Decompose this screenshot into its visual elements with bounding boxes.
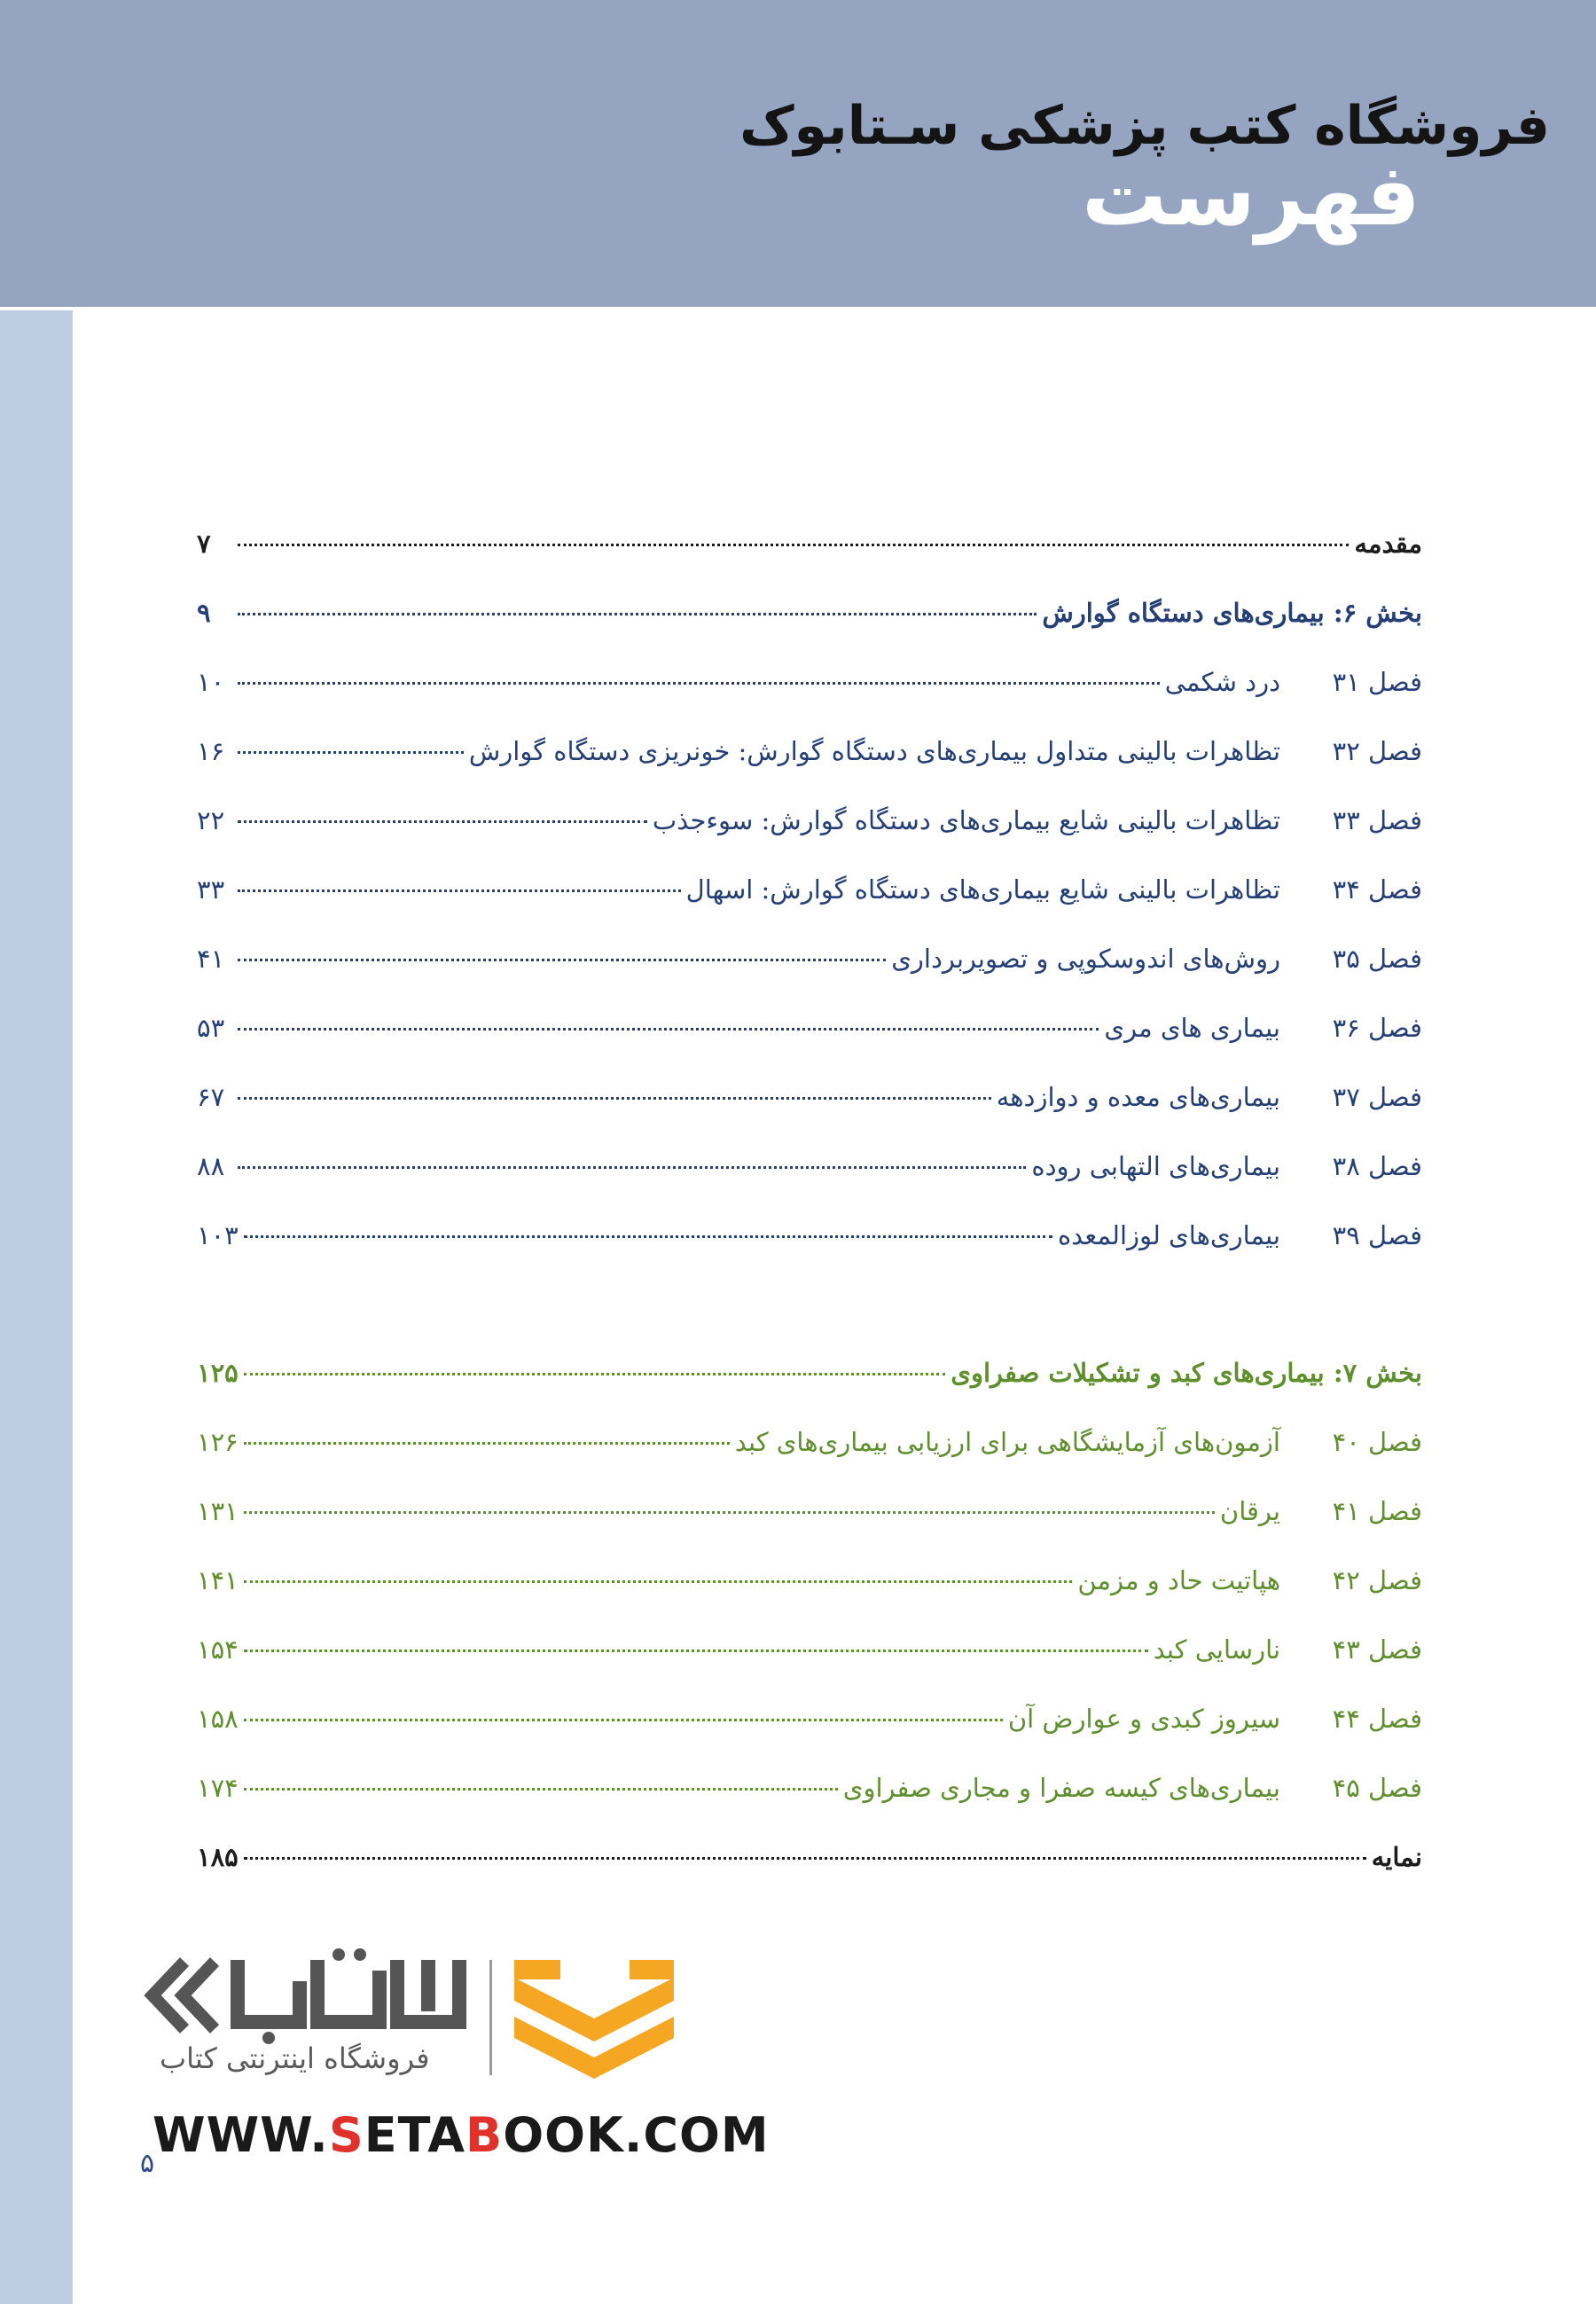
dot-leader — [238, 959, 886, 961]
toc-row-chapter-43[interactable] — [197, 1627, 1422, 1672]
chapter-title: درد شکمی — [1164, 667, 1280, 697]
toc-row-chapter-44[interactable] — [197, 1697, 1422, 1741]
toc-page-number: ۱۸۵ — [197, 1842, 239, 1872]
dot-leader — [244, 1857, 1366, 1860]
toc-page-number: ۸۸ — [197, 1151, 225, 1181]
toc-page-number: ۱۷۴ — [197, 1773, 239, 1803]
toc-page-number: ۷ — [197, 529, 211, 559]
toc-row-chapter-42[interactable] — [197, 1558, 1422, 1603]
toc-page-number: ۱۳۱ — [197, 1496, 239, 1526]
toc-page-number: ۱۵۸ — [197, 1704, 239, 1734]
chapter-label: فصل ۴۴ — [1332, 1704, 1422, 1734]
page-number: ۵ — [140, 2148, 155, 2179]
dot-leader — [238, 544, 1349, 546]
dot-leader — [244, 1650, 1148, 1652]
dot-leader — [244, 1719, 1003, 1721]
chapter-title: بیماری‌های لوزالمعده — [1057, 1220, 1280, 1250]
chapter-title: نارسایی کبد — [1153, 1634, 1280, 1665]
setabook-url[interactable] — [153, 2107, 770, 2163]
dot-leader — [244, 1373, 946, 1375]
toc-row-part-7[interactable] — [197, 1351, 1422, 1395]
dot-leader — [238, 1097, 991, 1100]
toc-row-chapter-31[interactable] — [197, 660, 1422, 704]
chapter-title: سیروز کبدی و عوارض آن — [1007, 1704, 1280, 1734]
toc-row-chapter-40[interactable] — [197, 1420, 1422, 1464]
toc-row-chapter-34[interactable] — [197, 867, 1422, 912]
chapter-label: فصل ۴۰ — [1332, 1427, 1422, 1457]
toc-page-number: ۹ — [197, 598, 211, 628]
dot-leader — [238, 751, 464, 754]
dot-leader — [238, 682, 1160, 685]
dot-leader — [244, 1788, 838, 1791]
setabook-wordmark-icon — [133, 1942, 488, 2049]
dot-leader — [238, 1028, 1099, 1031]
toc-row-chapter-38[interactable] — [197, 1144, 1422, 1188]
chapter-label: فصل ۳۸ — [1332, 1151, 1422, 1181]
chapter-label: فصل ۴۱ — [1332, 1496, 1422, 1526]
toc-page-number: ۱۰ — [197, 667, 225, 697]
toc-part-title: بخش ۶: بیماری‌های دستگاه گوارش — [1042, 598, 1422, 628]
dot-leader — [238, 889, 681, 892]
book-chevron-logo-icon — [505, 1953, 683, 2095]
toc-row-chapter-37[interactable] — [197, 1075, 1422, 1119]
toc-page-number: ۱۲۵ — [197, 1358, 239, 1388]
chapter-label: فصل ۳۴ — [1332, 874, 1422, 905]
dot-leader — [244, 1235, 1052, 1238]
toc-page-number: ۳۳ — [197, 874, 225, 905]
toc-row-intro[interactable] — [197, 521, 1422, 566]
chapter-title: یرقان — [1219, 1496, 1280, 1526]
toc-row-chapter-36[interactable] — [197, 1006, 1422, 1050]
dot-leader — [244, 1442, 730, 1445]
logo-divider — [489, 1960, 492, 2075]
chapter-label: فصل ۳۷ — [1332, 1082, 1422, 1112]
toc-page-number: ۱۰۳ — [197, 1220, 239, 1250]
toc-page-number: ۱۲۶ — [197, 1427, 239, 1457]
chapter-title: آزمون‌های آزمایشگاهی برای ارزیابی بیماری‌های کبد — [734, 1427, 1280, 1457]
chapter-label: فصل ۴۳ — [1332, 1634, 1422, 1665]
dot-leader — [238, 820, 647, 823]
chapter-title: تظاهرات بالینی شایع بیماری‌های دستگاه گوارش: سوءجذب — [652, 805, 1280, 835]
dot-leader — [238, 1166, 1026, 1169]
chapter-title: بیماری‌های التهابی روده — [1031, 1151, 1280, 1181]
store-title: فروشگاه کتب پزشکی سـتابوک — [739, 95, 1550, 157]
toc-page-number: ۱۵۴ — [197, 1634, 239, 1665]
toc-row-part-6[interactable] — [197, 591, 1422, 635]
logo-tagline: فروشگاه اینترنتی کتاب — [160, 2041, 430, 2075]
chapter-label: فصل ۳۶ — [1332, 1013, 1422, 1043]
url-accent-letter: S — [328, 2107, 364, 2163]
toc-page-number: ۱۴۱ — [197, 1565, 239, 1595]
url-accent-letter: B — [466, 2107, 504, 2163]
toc-row-chapter-32[interactable] — [197, 729, 1422, 773]
toc-page-number: ۶۷ — [197, 1082, 225, 1112]
toc-part-title: بخش ۷: بیماری‌های کبد و تشکیلات صفراوی — [951, 1358, 1422, 1388]
toc-page-number: ۴۱ — [197, 944, 225, 974]
toc-row-chapter-35[interactable] — [197, 936, 1422, 981]
url-middle: ETA — [364, 2107, 466, 2163]
chapter-label: فصل ۳۹ — [1332, 1220, 1422, 1250]
dot-leader — [244, 1580, 1073, 1583]
chapter-title: روش‌های اندوسکوپی و تصویربرداری — [891, 944, 1280, 974]
toc-page-number: ۱۶ — [197, 736, 225, 766]
toc-page-number: ۲۲ — [197, 805, 225, 835]
url-suffix: OOK.COM — [503, 2107, 770, 2163]
toc-heading: فهرست — [1082, 145, 1420, 245]
chapter-title: بیماری های مری — [1104, 1013, 1280, 1043]
side-strip — [0, 310, 73, 2304]
toc-row-chapter-39[interactable] — [197, 1213, 1422, 1258]
chapter-title: هپاتیت حاد و مزمن — [1077, 1565, 1280, 1595]
chapter-label: فصل ۳۳ — [1332, 805, 1422, 835]
chapter-label: فصل ۴۵ — [1332, 1773, 1422, 1803]
toc-row-index[interactable] — [197, 1835, 1422, 1879]
chapter-title: بیماری‌های معده و دوازدهه — [996, 1082, 1280, 1112]
dot-leader — [244, 1511, 1215, 1514]
url-prefix: WWW. — [153, 2107, 329, 2163]
chapter-label: فصل ۳۲ — [1332, 736, 1422, 766]
chapter-title: تظاهرات بالینی متداول بیماری‌های دستگاه گوارش: خونریزی دستگاه گوارش — [468, 736, 1280, 766]
toc-title: نمایه — [1371, 1842, 1422, 1872]
toc-title: مقدمه — [1354, 529, 1422, 559]
dot-leader — [238, 613, 1037, 615]
chapter-title: بیماری‌های کیسه صفرا و مجاری صفراوی — [842, 1773, 1280, 1803]
toc-row-chapter-41[interactable] — [197, 1489, 1422, 1533]
toc-page-number: ۵۳ — [197, 1013, 225, 1043]
chapter-label: فصل ۳۵ — [1332, 944, 1422, 974]
chapter-title: تظاهرات بالینی شایع بیماری‌های دستگاه گوارش: اسهال — [685, 874, 1280, 905]
chapter-label: فصل ۳۱ — [1332, 667, 1422, 697]
toc-row-chapter-45[interactable] — [197, 1766, 1422, 1810]
toc-row-chapter-33[interactable] — [197, 798, 1422, 842]
chapter-label: فصل ۴۲ — [1332, 1565, 1422, 1595]
